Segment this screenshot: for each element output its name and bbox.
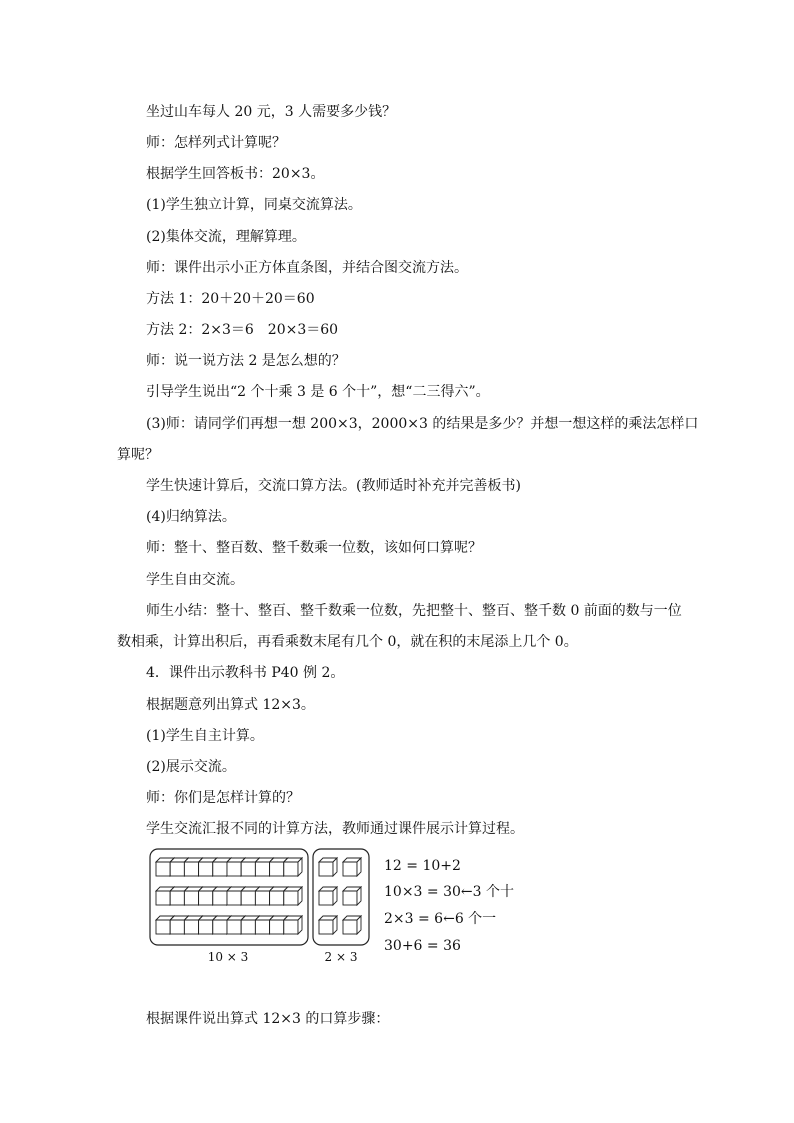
text-line: 数相乘，计算出积后，再看乘数末尾有几个 0，就在积的末尾添上几个 0。 [117, 634, 578, 650]
text-line: 根据课件说出算式 12×3 的口算步骤： [146, 1011, 390, 1027]
text-line: 师：整十、整百数、整千数乘一位数，该如何口算呢？ [146, 540, 482, 556]
text-line: (1)学生自主计算。 [146, 728, 264, 744]
cube [284, 916, 302, 934]
text-line: 引导学生说出“2 个十乘 3 是 6 个十”，想“二三得六”。 [146, 384, 490, 400]
equation-line: 10×3 = 30←3 个十 [384, 884, 514, 900]
cube [284, 858, 302, 876]
equation-line: 30+6 = 36 [384, 938, 461, 954]
text-line: 师：怎样列式计算呢？ [146, 135, 286, 151]
text-line: 4．课件出示教科书 P40 例 2。 [146, 665, 345, 681]
text-line: 师生小结：整十、整百、整千数乘一位数，先把整十、整百、整千数 0 前面的数与一位 [146, 603, 682, 619]
text-line: 师：你们是怎样计算的？ [146, 790, 300, 806]
text-line: (2)集体交流，理解算理。 [146, 229, 306, 245]
cube [343, 887, 361, 905]
text-line: 学生自由交流。 [146, 572, 244, 588]
text-line: 师：课件出示小正方体直条图，并结合图交流方法。 [146, 260, 468, 276]
cube [284, 887, 302, 905]
cube [343, 858, 361, 876]
text-line: 学生快速计算后，交流口算方法。(教师适时补充并完善板书) [146, 478, 521, 494]
text-line: (2)展示交流。 [146, 759, 236, 775]
text-line: (1)学生独立计算，同桌交流算法。 [146, 197, 362, 213]
cube [319, 887, 337, 905]
equation-line: 12 = 10+2 [384, 858, 461, 874]
ones-label: 2 × 3 [324, 950, 358, 964]
cube [319, 916, 337, 934]
text-line: 坐过山车每人 20 元，3 人需要多少钱？ [146, 104, 397, 120]
text-line: 学生交流汇报不同的计算方法，教师通过课件展示计算过程。 [146, 821, 524, 837]
text-line: 方法 2：2×3＝6 20×3＝60 [146, 322, 339, 338]
cube [319, 858, 337, 876]
cube [343, 916, 361, 934]
text-line: 根据题意列出算式 12×3。 [146, 697, 315, 713]
text-line: 方法 1：20＋20＋20＝60 [146, 291, 315, 307]
cube-diagram-svg [148, 846, 378, 966]
text-line: 算呢？ [117, 447, 159, 463]
text-line: (4)归纳算法。 [146, 509, 236, 525]
text-line: (3)师：请同学们再想一想 200×3，2000×3 的结果是多少？并想一想这样的乘法怎样口 [146, 416, 699, 432]
tens-label: 10 × 3 [207, 950, 249, 964]
text-line: 师：说一说方法 2 是怎么想的？ [146, 353, 346, 369]
equation-line: 2×3 = 6←6 个一 [384, 911, 497, 927]
text-line: 根据学生回答板书：20×3。 [146, 166, 325, 182]
